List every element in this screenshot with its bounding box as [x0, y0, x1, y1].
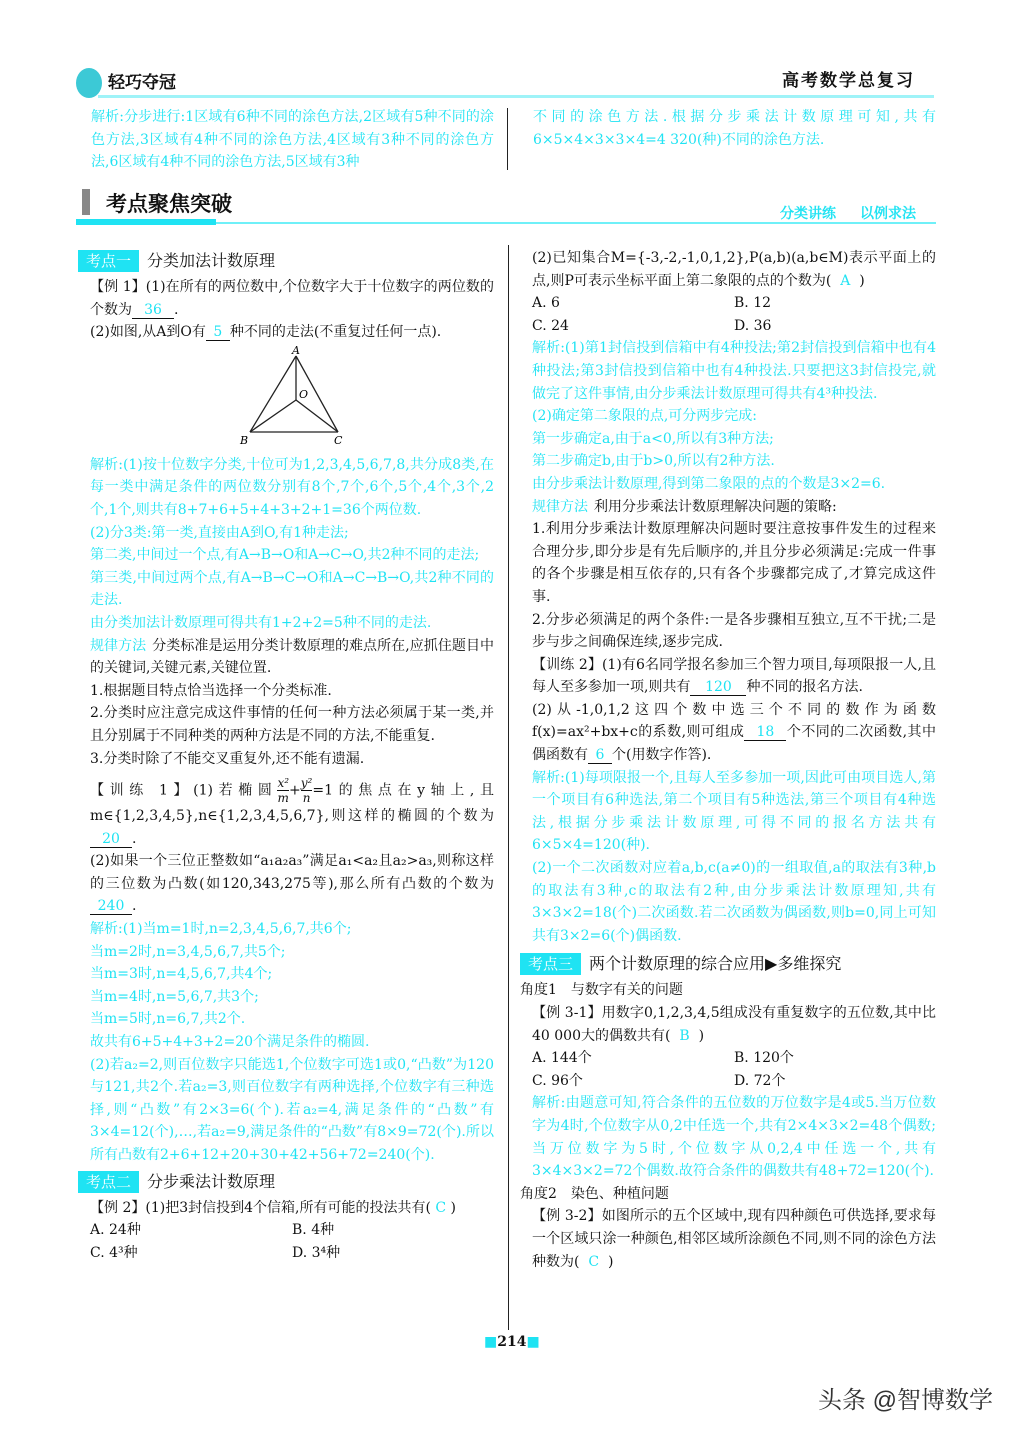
book-title: 高考数学总复习	[782, 71, 915, 91]
answer-blank: 5	[206, 324, 230, 341]
solution: (2)分3类:第一类,直接由A到O,有1种走法;	[90, 524, 349, 541]
options	[532, 1047, 936, 1070]
banner-sub2: 以例求法	[860, 206, 916, 222]
triangle-figure	[90, 344, 495, 454]
option-a: A. 24种	[90, 1222, 141, 1239]
answer-blank: 20	[90, 831, 132, 848]
question-text: 个不同的二次函数,其中偶函数有	[532, 724, 936, 764]
option-a: A. 6	[532, 295, 560, 312]
banner-bar-icon	[82, 189, 90, 215]
solution: 当m=2时,n=3,4,5,6,7,共5个;	[90, 943, 286, 960]
rule-method	[90, 635, 494, 680]
banner-sub1: 分类讲练	[780, 206, 836, 222]
example-3-1	[532, 1002, 936, 1047]
banner-accent	[76, 219, 216, 225]
plus: +	[289, 782, 301, 799]
rule-tag: 规律方法	[90, 637, 147, 654]
header-rule	[98, 95, 934, 98]
example-1-part1: 【例 1】(1)在所有的两位数中,个位数字大于十位数字的两位数的个数为 36 .	[90, 279, 494, 318]
rule-item: 2.分步必须满足的两个条件:一是各步骤相互独立,互不干扰;二是步与步之间确保连续,逐步完成.	[532, 611, 936, 651]
section-k3	[520, 953, 936, 975]
option-b: B. 4种	[292, 1222, 335, 1239]
option-d: D. 36	[734, 317, 772, 334]
training-1-part2: (2)如果一个三位正整数如“a₁a₂a₃”满足a₁<a₂且a₂>a₃,则称这样的三位数为凸数(如120,343,275等),那么所有凸数的个数为240 .	[90, 853, 494, 915]
question-text: (2)如果一个三位正整数如“a₁a₂a₃”满足a₁<a₂且a₂>a₃,则称这样的三位数为凸数(如120,343,275等),那么所有凸数的个数为	[90, 853, 494, 892]
option-c: C. 24	[532, 317, 569, 334]
question-text: 【例 3-1】用数字0,1,2,3,4,5组成没有重复数字的五位数,其中比40 000大的偶数共有(	[532, 1005, 936, 1044]
answer-blank: 240	[90, 898, 132, 915]
answer-blank: 120	[690, 679, 746, 696]
rule-item: 3.分类时除了不能交叉重复外,还不能有遗漏.	[90, 750, 365, 767]
label-C: C	[334, 433, 343, 447]
example-1-part2	[90, 321, 494, 344]
section-title: 分步乘法计数原理	[147, 1171, 276, 1191]
training-2-part2	[532, 699, 936, 767]
rule-item: 1.利用分步乘法计数原理解决问题时要注意按事件发生的过程来合理分步,即分步是有先后顺序的,并且分步必须满足:完成一件事的各个步骤是相互依存的,只有各个步骤都完成了,才算完成这件事.	[532, 521, 936, 605]
example-2-part1	[90, 1197, 494, 1220]
rule-text: 分类标准是运用分类计数原理的难点所在,应抓住题目中的关键词,关键元素,关键位置.	[90, 637, 495, 677]
question-text: 种不同的报名方法.	[746, 679, 863, 696]
answer-blank: 18	[744, 724, 786, 741]
angle-1-heading: 角度1 与数字有关的问题	[520, 982, 683, 999]
paren: )	[698, 1027, 705, 1044]
options	[90, 1242, 494, 1265]
solution: (2)一个二次函数对应着a,b,c(a≠0)的一组取值,a的取法有3种,b的取法有3种,c的取法有2种,由分步乘法计数原理知,共有3×3×2=18(个)二次函数.若二次函数为偶函数,则b=0,同上可知共有3×2=6(个)偶函数.	[532, 860, 936, 944]
example-3-2	[532, 1205, 936, 1273]
solution: 解析:(1)每项限报一个,且每人至多参加一项,因此可由项目选人,第一个项目有6种选法,第二个项目有5种选法,第三个项目有4种选法,根据分步乘法计数原理,可得不同的报名方法共有6×5×4=120(种).	[532, 769, 936, 854]
example-2-part2	[532, 247, 936, 292]
option-c: C. 96个	[532, 1072, 583, 1089]
solution: 解析:由题意可知,符合条件的五位数的万位数字是4或5.当万位数字为4时,个位数字从0,2中任选一个,共有2×4×3×2=48个偶数;当万位数字为5时,个位数字从0,2,4中任选一个,共有3×4×3×2=72个偶数.故符合条件的偶数共有48+72=120(个).	[532, 1095, 936, 1180]
watermark: 头条 @智博数学	[818, 1387, 994, 1414]
answer: B	[679, 1027, 690, 1044]
denominator: m	[277, 791, 289, 806]
options	[532, 315, 936, 338]
solution: 由分类加法计数原理可得共有1+2+2=5种不同的走法.	[90, 614, 432, 631]
question-text: (2)如图,从A到O有	[90, 324, 206, 341]
section-badge: 考点二	[78, 1171, 139, 1193]
denominator: n	[302, 791, 311, 806]
question-text: 【例 1】(1)在所有的两位数中,个位数字大于十位数字的两位数的个数为	[90, 279, 494, 318]
section-badge: 考点一	[78, 250, 139, 272]
rule-tag: 规律方法	[532, 498, 588, 515]
section-title: 分类加法计数原理	[147, 251, 276, 270]
label-O: O	[299, 387, 309, 401]
top-right-solution: 不同的涂色方法.根据分步乘法计数原理可知,共有6×5×4×3×3×4=4 320(种)不同的涂色方法.	[533, 109, 936, 148]
option-d: D. 72个	[734, 1072, 786, 1089]
solution: 第二类,中间过一个点,有A→B→O和A→C→O,共2种不同的走法;	[90, 547, 480, 564]
section-badge: 考点三	[520, 953, 581, 975]
option-a: A. 144个	[532, 1050, 592, 1067]
solution: 解析:(1)第1封信投到信箱中有4种投法;第2封信投到信箱中也有4种投法;第3封信投到信箱中也有4种投法.只要把这3封信投完,就做完了这件事情,由分步乘法计数原理可得共有4³种投法.	[532, 340, 936, 402]
fraction	[301, 776, 313, 805]
right-column	[520, 247, 936, 1273]
question-text: 【例 3-2】如图所示的五个区域中,现有四种颜色可供选择,要求每一个区域只涂一种颜色,相邻区域所涂颜色不同,则不同的涂色方法种数为(	[532, 1208, 936, 1270]
section-k1	[78, 250, 494, 272]
answer: C	[435, 1199, 447, 1216]
left-column	[78, 250, 494, 1264]
option-d: D. 3⁴种	[292, 1244, 341, 1261]
solution: 故共有6+5+4+3+2=20个满足条件的椭圆.	[90, 1034, 370, 1051]
question-text: (2)已知集合M={-3,-2,-1,0,1,2},P(a,b)(a,b∈M)表示平面上的点,则P可表示坐标平面上第二象限的点的个数为(	[532, 250, 936, 289]
training-2-part1	[532, 654, 936, 699]
rule-item: 2.分类时应注意完成这件事情的任何一种方法必须属于某一类,并且分别属于不同种类的两种方法是不同的方法,不能重复.	[90, 705, 494, 744]
label-A: A	[292, 343, 300, 357]
solution: 第二步确定b,由于b>0,所以有2种方法.	[532, 453, 775, 470]
options	[532, 1070, 936, 1093]
question-text: 【例 2】(1)把3封信投到4个信箱,所有可能的投法共有(	[90, 1199, 431, 1216]
solution: 解析:(1)按十位数字分类,十位可为1,2,3,4,5,6,7,8,共分成8类,在每一类中满足条件的两位数分别有8个,7个,6个,5个,4个,3个,2个,1个,则共有8+7+6+5+4+3+2+1=36个两位数.	[90, 456, 494, 518]
page-number-text: 214	[497, 1334, 527, 1350]
question-text: 种不同的走法(不重复过任何一点).	[229, 324, 442, 341]
solution: (2)确定第二象限的点,可分两步完成:	[532, 408, 757, 425]
column-divider	[507, 108, 508, 170]
section-title: 两个计数原理的综合应用	[589, 954, 766, 974]
option-c: C. 4³种	[90, 1244, 138, 1261]
answer: C	[588, 1253, 600, 1270]
solution: 当m=3时,n=4,5,6,7,共4个;	[90, 966, 273, 983]
paren: )	[608, 1253, 614, 1270]
solution: 第三类,中间过两个点,有A→B→C→O和A→C→B→O,共2种不同的走法.	[90, 569, 494, 609]
arrow-icon: ▶	[765, 954, 778, 974]
option-b: B. 120个	[734, 1050, 794, 1067]
brand-name: 轻巧夺冠	[108, 73, 176, 93]
fraction	[277, 776, 289, 805]
section-tag: 多维探究	[777, 954, 842, 974]
angle-2-heading: 角度2 染色、种植问题	[520, 1185, 669, 1202]
solution: 由分步乘法计数原理,得到第二象限的点的个数是3×2=6.	[532, 475, 886, 492]
option-b: B. 12	[734, 295, 772, 312]
section-k2	[78, 1171, 494, 1193]
rule-text: 利用分步乘法计数原理解决问题的策略:	[594, 498, 837, 515]
question-text: 个(用数字作答).	[612, 747, 712, 764]
question-text: 【训练 1】(1)若椭圆	[90, 782, 278, 799]
paren: )	[859, 272, 865, 289]
question-text: 【训练 2】(1)有6名同学报名参加三个智力项目,每项限报一人,且每人至多参加一项,则共有	[532, 656, 936, 696]
solution: 当m=4时,n=5,6,7,共3个;	[90, 988, 259, 1005]
training-1-part1: 【训练 1】(1)若椭圆 $\frac{\text{x²}}{m}$ + $\frac{\text{y²}}{n}$ =1的焦点在y轴上,且m∈{1,2,3,4,5},n∈{1,2,3,4,5,6,7},则这样的椭圆的个数为20 .	[90, 776, 494, 847]
answer-blank: 36	[132, 302, 174, 319]
answer: A	[840, 272, 851, 289]
brand-logo-icon	[76, 68, 102, 98]
paren: )	[450, 1199, 457, 1216]
solution: 当m=5时,n=6,7,共2个.	[90, 1011, 246, 1028]
column-divider	[508, 245, 509, 1330]
options	[532, 292, 936, 315]
solution: 第一步确定a,由于a<0,所以有3种方法;	[532, 430, 774, 447]
question-text: (2)从-1,0,1,2这四个数中选三个不同的数作为函数f(x)=ax²+bx+c的系数,则可组成	[532, 701, 936, 741]
solution: 解析:(1)当m=1时,n=2,3,4,5,6,7,共6个;	[90, 921, 352, 938]
numerator: y²	[300, 776, 313, 791]
label-B: B	[240, 433, 249, 447]
banner-title: 考点聚焦突破	[106, 191, 232, 216]
page-number: ■214■	[484, 1334, 540, 1350]
solution: (2)若a₂=2,则百位数字只能选1,个位数字可选1或0,“凸数”为120与121,共2个.若a₂=3,则百位数字有两种选择,个位数字有三种选择,则“凸数”有2×3=6(个).若a₂=4,满足条件的“凸数”有3×4=12(个),…,若a₂=9,满足条件的“凸数”有8×9=72(个).所以所有凸数有2+6+12+20+30+42+56+72=240(个).	[90, 1056, 494, 1163]
rule-item: 1.根据题目特点恰当选择一个分类标准.	[90, 682, 332, 699]
numerator: x²	[277, 776, 290, 791]
rule-method	[532, 496, 936, 519]
answer-blank: 6	[588, 747, 612, 764]
question-text: =1的焦点在y轴上,且m∈{1,2,3,4,5},n∈{1,2,3,4,5,6,7},则这样的椭圆的个数为	[90, 782, 494, 825]
options	[90, 1219, 494, 1242]
top-left-solution: 解析:分步进行:1区域有6种不同的涂色方法,2区域有5种不同的涂色方法,3区域有4种不同的涂色方法,4区域有3种不同的涂色方法,6区域有4种不同的涂色方法,5区域有3种	[91, 109, 494, 171]
